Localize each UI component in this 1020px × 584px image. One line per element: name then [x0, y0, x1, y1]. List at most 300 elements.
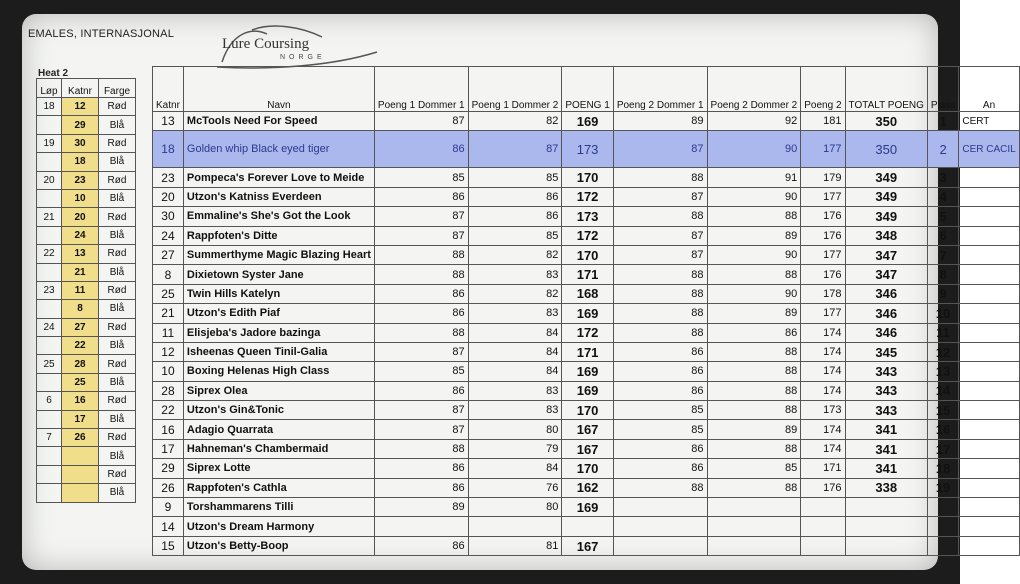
poeng1-dommer1-cell: 86 — [374, 536, 468, 555]
poeng2-dommer2-cell — [707, 498, 801, 517]
poeng1-cell: 170 — [562, 245, 613, 264]
poeng2-cell — [801, 498, 845, 517]
navn-cell: Utzon's Katniss Everdeen — [183, 187, 374, 206]
poeng2-dommer1-cell: 88 — [613, 284, 707, 303]
poeng2-dommer1-cell: 86 — [613, 381, 707, 400]
poeng2-dommer2-cell: 90 — [707, 187, 801, 206]
navn-cell: Twin Hills Katelyn — [183, 284, 374, 303]
poeng2-dommer2-cell: 88 — [707, 207, 801, 226]
katnr-cell: 22 — [153, 401, 184, 420]
plass-cell: 10 — [927, 304, 958, 323]
plass-cell: 1 — [927, 112, 958, 131]
poeng2-dommer2-cell: 90 — [707, 284, 801, 303]
poeng1-dommer2-cell: 81 — [468, 536, 562, 555]
poeng2-dommer1-cell: 89 — [613, 112, 707, 131]
poeng1-dommer1-cell: 87 — [374, 420, 468, 439]
katnr-cell: 20 — [62, 208, 99, 226]
poeng1-cell: 169 — [562, 112, 613, 131]
poeng1-dommer2-cell: 83 — [468, 381, 562, 400]
katnr-cell: 30 — [62, 134, 99, 152]
navn-cell: Rappfoten's Ditte — [183, 226, 374, 245]
table-row — [153, 304, 1020, 323]
katnr-cell: 16 — [153, 420, 184, 439]
navn-cell: Siprex Olea — [183, 381, 374, 400]
poeng1-cell — [562, 517, 613, 536]
poeng1-dommer1-cell: 86 — [374, 131, 468, 168]
table-row — [153, 536, 1020, 555]
poeng2-cell: 174 — [801, 420, 845, 439]
totalt-poeng-cell: 338 — [845, 478, 927, 497]
katnr-cell: 17 — [62, 410, 99, 428]
lop-cell — [37, 189, 62, 207]
poeng1-cell: 171 — [562, 265, 613, 284]
heat-row — [37, 373, 136, 391]
navn-cell: Torshammarens Tilli — [183, 498, 374, 517]
navn-cell: Summerthyme Magic Blazing Heart — [183, 245, 374, 264]
lop-cell — [37, 153, 62, 171]
logo-subtitle: NORGE — [280, 54, 326, 61]
totalt-poeng-header: TOTALT POENG — [845, 67, 927, 112]
poeng2-dommer1-cell: 86 — [613, 342, 707, 361]
plass-cell: 19 — [927, 478, 958, 497]
katnr-cell: 24 — [62, 226, 99, 244]
poeng1-dommer2-cell: 85 — [468, 168, 562, 187]
poeng1-dommer1-cell: 85 — [374, 168, 468, 187]
poeng1-cell: 170 — [562, 401, 613, 420]
poeng1-dommer2-cell: 79 — [468, 439, 562, 458]
logo-text: Lure Coursing — [222, 36, 310, 52]
katnr-cell: 14 — [153, 517, 184, 536]
table-row — [153, 420, 1020, 439]
poeng1-cell: 168 — [562, 284, 613, 303]
poeng2-cell: 174 — [801, 342, 845, 361]
farge-cell: Blå — [99, 226, 136, 244]
lop-cell: 21 — [37, 208, 62, 226]
poeng1-cell: 173 — [562, 131, 613, 168]
totalt-poeng-cell: 341 — [845, 420, 927, 439]
lop-cell: 24 — [37, 318, 62, 336]
poeng2-cell: 174 — [801, 323, 845, 342]
heat-row — [37, 318, 136, 336]
poeng1-dommer1-cell: 88 — [374, 439, 468, 458]
plass-cell — [927, 498, 958, 517]
anmerkning-cell — [959, 323, 1019, 342]
lop-cell: 19 — [37, 134, 62, 152]
poeng2-cell: 174 — [801, 439, 845, 458]
poeng1-cell: 172 — [562, 187, 613, 206]
katnr-cell: 10 — [62, 189, 99, 207]
poeng1-cell: 169 — [562, 304, 613, 323]
anmerkning-cell — [959, 362, 1019, 381]
poeng2-dommer1-cell — [613, 536, 707, 555]
poeng2-dommer1-cell: 88 — [613, 478, 707, 497]
plass-cell: 4 — [927, 187, 958, 206]
farge-cell: Rød — [99, 392, 136, 410]
lop-cell: 7 — [37, 429, 62, 447]
heat-row — [37, 281, 136, 299]
lop-cell — [37, 447, 62, 465]
plass-cell: 13 — [927, 362, 958, 381]
table-row — [153, 168, 1020, 187]
katnr-cell: 27 — [62, 318, 99, 336]
poeng2-dommer1-cell — [613, 498, 707, 517]
totalt-poeng-cell: 346 — [845, 323, 927, 342]
poeng1-dommer2-cell: 76 — [468, 478, 562, 497]
poeng1-cell: 170 — [562, 168, 613, 187]
poeng2-dommer2-cell: 90 — [707, 131, 801, 168]
poeng2-dommer2-cell: 90 — [707, 245, 801, 264]
anmerkning-cell — [959, 265, 1019, 284]
poeng2-cell: 181 — [801, 112, 845, 131]
plass-cell: 15 — [927, 401, 958, 420]
heat-row — [37, 392, 136, 410]
anmerkning-cell — [959, 498, 1019, 517]
plass-cell — [927, 517, 958, 536]
poeng1-dommer1-cell: 88 — [374, 323, 468, 342]
table-row — [153, 401, 1020, 420]
katnr-cell: 13 — [153, 112, 184, 131]
poeng1-dommer2-cell: 84 — [468, 362, 562, 381]
poeng1-cell: 167 — [562, 439, 613, 458]
anmerkning-cell — [959, 304, 1019, 323]
totalt-poeng-cell: 347 — [845, 245, 927, 264]
poeng1-dommer2-cell: 86 — [468, 207, 562, 226]
totalt-poeng-cell: 349 — [845, 207, 927, 226]
katnr-cell: 15 — [153, 536, 184, 555]
poeng2-cell: 176 — [801, 265, 845, 284]
poeng2-dommer1-cell: 85 — [613, 420, 707, 439]
poeng2-dommer1-header: Poeng 2 Dommer 1 — [613, 67, 707, 112]
table-row — [153, 381, 1020, 400]
poeng1-dommer2-cell: 83 — [468, 401, 562, 420]
katnr-cell: 9 — [153, 498, 184, 517]
table-row — [153, 207, 1020, 226]
poeng1-cell: 172 — [562, 323, 613, 342]
poeng2-dommer2-cell: 86 — [707, 323, 801, 342]
poeng2-cell: 177 — [801, 304, 845, 323]
poeng1-cell: 162 — [562, 478, 613, 497]
poeng1-cell: 172 — [562, 226, 613, 245]
lop-cell: 23 — [37, 281, 62, 299]
katnr-cell: 24 — [153, 226, 184, 245]
farge-cell: Blå — [99, 373, 136, 391]
poeng1-dommer2-header: Poeng 1 Dommer 2 — [468, 67, 562, 112]
navn-cell: Adagio Quarrata — [183, 420, 374, 439]
plass-cell: 7 — [927, 245, 958, 264]
poeng2-cell: 179 — [801, 168, 845, 187]
table-row — [153, 478, 1020, 497]
poeng2-cell: 176 — [801, 226, 845, 245]
lop-cell: 6 — [37, 392, 62, 410]
poeng2-dommer1-cell: 86 — [613, 362, 707, 381]
farge-cell: Rød — [99, 98, 136, 116]
poeng1-dommer2-cell — [468, 517, 562, 536]
totalt-poeng-cell: 343 — [845, 381, 927, 400]
poeng2-dommer2-cell: 89 — [707, 304, 801, 323]
katnr-cell: 25 — [62, 373, 99, 391]
heat-row — [37, 300, 136, 318]
navn-cell: Utzon's Gin&Tonic — [183, 401, 374, 420]
totalt-poeng-cell: 347 — [845, 265, 927, 284]
heat-row — [37, 484, 136, 502]
poeng1-dommer1-header: Poeng 1 Dommer 1 — [374, 67, 468, 112]
poeng2-dommer1-cell: 88 — [613, 265, 707, 284]
katnr-cell: 12 — [153, 342, 184, 361]
lop-cell — [37, 116, 62, 134]
poeng1-dommer2-cell: 82 — [468, 245, 562, 264]
totalt-poeng-cell: 349 — [845, 187, 927, 206]
poeng1-cell: 169 — [562, 498, 613, 517]
anmerkning-cell — [959, 381, 1019, 400]
table-row — [153, 323, 1020, 342]
poeng1-dommer1-cell: 88 — [374, 265, 468, 284]
table-row — [153, 498, 1020, 517]
katnr-cell: 28 — [153, 381, 184, 400]
navn-header: Navn — [183, 67, 374, 112]
plass-cell: 8 — [927, 265, 958, 284]
farge-cell: Blå — [99, 410, 136, 428]
lop-cell: 18 — [37, 98, 62, 116]
plass-cell: 18 — [927, 459, 958, 478]
poeng2-dommer1-cell: 87 — [613, 245, 707, 264]
katnr-cell: 11 — [153, 323, 184, 342]
totalt-poeng-cell — [845, 517, 927, 536]
heat-label: Heat 2 — [38, 68, 69, 79]
poeng1-dommer1-cell: 85 — [374, 362, 468, 381]
katnr-cell — [62, 447, 99, 465]
poeng2-dommer2-cell: 88 — [707, 478, 801, 497]
farge-cell: Blå — [99, 153, 136, 171]
katnr-cell: 26 — [62, 429, 99, 447]
plass-cell: 5 — [927, 207, 958, 226]
navn-cell: Dixietown Syster Jane — [183, 265, 374, 284]
poeng2-dommer1-cell — [613, 517, 707, 536]
results-table — [152, 66, 1020, 556]
totalt-poeng-cell: 350 — [845, 112, 927, 131]
table-row-highlighted — [153, 131, 1020, 168]
katnr-cell: 23 — [62, 171, 99, 189]
heat-row — [37, 410, 136, 428]
heat-row — [37, 189, 136, 207]
poeng1-dommer1-cell: 86 — [374, 478, 468, 497]
navn-cell: Boxing Helenas High Class — [183, 362, 374, 381]
katnr-cell: 16 — [62, 392, 99, 410]
anmerkning-cell — [959, 168, 1019, 187]
katnr-cell: 29 — [153, 459, 184, 478]
poeng2-cell: 177 — [801, 131, 845, 168]
navn-cell: McTools Need For Speed — [183, 112, 374, 131]
poeng1-dommer1-cell: 86 — [374, 459, 468, 478]
heat-row — [37, 153, 136, 171]
lop-cell — [37, 373, 62, 391]
katnr-cell: 29 — [62, 116, 99, 134]
poeng2-dommer2-cell: 88 — [707, 362, 801, 381]
poeng2-dommer2-cell: 89 — [707, 226, 801, 245]
katnr-cell: 20 — [153, 187, 184, 206]
heat-row — [37, 337, 136, 355]
anmerkning-cell — [959, 187, 1019, 206]
navn-cell: Emmaline's She's Got the Look — [183, 207, 374, 226]
plass-cell: 6 — [927, 226, 958, 245]
navn-cell: Isheenas Queen Tinil-Galia — [183, 342, 374, 361]
katnr-cell: 18 — [62, 153, 99, 171]
poeng2-dommer2-cell: 91 — [707, 168, 801, 187]
katnr-cell: 18 — [153, 131, 184, 168]
poeng1-dommer2-cell: 82 — [468, 112, 562, 131]
katnr-cell: 23 — [153, 168, 184, 187]
table-row — [153, 112, 1020, 131]
poeng2-dommer1-cell: 87 — [613, 131, 707, 168]
poeng2-cell — [801, 517, 845, 536]
plass-cell: 17 — [927, 439, 958, 458]
navn-cell: Rappfoten's Cathla — [183, 478, 374, 497]
navn-cell: Pompeca's Forever Love to Meide — [183, 168, 374, 187]
katnr-header: Katnr — [153, 67, 184, 112]
anmerkning-cell — [959, 342, 1019, 361]
lop-cell — [37, 263, 62, 281]
heat-row — [37, 355, 136, 373]
farge-cell: Rød — [99, 318, 136, 336]
farge-cell: Blå — [99, 300, 136, 318]
totalt-poeng-cell: 349 — [845, 168, 927, 187]
farge-cell: Rød — [99, 281, 136, 299]
poeng1-dommer1-cell: 87 — [374, 401, 468, 420]
farge-cell: Rød — [99, 465, 136, 483]
poeng2-cell: 177 — [801, 245, 845, 264]
katnr-cell: 21 — [153, 304, 184, 323]
navn-cell: Hahneman's Chambermaid — [183, 439, 374, 458]
lop-cell — [37, 465, 62, 483]
table-row — [153, 459, 1020, 478]
plass-cell: 16 — [927, 420, 958, 439]
lop-cell: 22 — [37, 245, 62, 263]
poeng2-cell: 174 — [801, 381, 845, 400]
poeng2-cell: 176 — [801, 207, 845, 226]
katnr-cell — [62, 484, 99, 502]
lop-cell: 25 — [37, 355, 62, 373]
totalt-poeng-cell: 346 — [845, 304, 927, 323]
anmerkning-cell — [959, 478, 1019, 497]
heat-row — [37, 263, 136, 281]
poeng2-dommer2-cell: 88 — [707, 381, 801, 400]
totalt-poeng-cell: 348 — [845, 226, 927, 245]
katnr-cell: 25 — [153, 284, 184, 303]
poeng2-header: Poeng 2 — [801, 67, 845, 112]
poeng1-dommer1-cell: 86 — [374, 284, 468, 303]
plass-header: Plass — [927, 67, 958, 112]
navn-cell: Utzon's Dream Harmony — [183, 517, 374, 536]
poeng1-dommer2-cell: 80 — [468, 420, 562, 439]
poeng2-dommer2-cell: 85 — [707, 459, 801, 478]
katnr-cell: 28 — [62, 355, 99, 373]
lop-cell — [37, 226, 62, 244]
heat-row — [37, 226, 136, 244]
poeng1-dommer1-cell: 87 — [374, 342, 468, 361]
katnr-cell: 21 — [62, 263, 99, 281]
poeng1-dommer2-cell: 83 — [468, 304, 562, 323]
poeng1-dommer2-cell: 84 — [468, 342, 562, 361]
navn-cell: Siprex Lotte — [183, 459, 374, 478]
plass-cell: 3 — [927, 168, 958, 187]
poeng2-dommer2-cell: 88 — [707, 401, 801, 420]
table-row — [153, 245, 1020, 264]
poeng2-dommer2-cell — [707, 536, 801, 555]
katnr-cell: 26 — [153, 478, 184, 497]
farge-cell: Rød — [99, 429, 136, 447]
anmerkning-cell — [959, 207, 1019, 226]
totalt-poeng-cell: 350 — [845, 131, 927, 168]
heat-row — [37, 429, 136, 447]
poeng1-cell: 171 — [562, 342, 613, 361]
heat-row — [37, 447, 136, 465]
poeng1-cell: 173 — [562, 207, 613, 226]
table-row — [153, 517, 1020, 536]
farge-cell: Blå — [99, 189, 136, 207]
navn-cell: Golden whip Black eyed tiger — [183, 131, 374, 168]
katnr-cell: 22 — [62, 337, 99, 355]
anmerkning-cell — [959, 284, 1019, 303]
poeng1-dommer1-cell: 86 — [374, 381, 468, 400]
katnr-cell: 12 — [62, 98, 99, 116]
anmerkning-cell — [959, 401, 1019, 420]
totalt-poeng-cell: 346 — [845, 284, 927, 303]
anmerkning-cell — [959, 517, 1019, 536]
totalt-poeng-cell: 345 — [845, 342, 927, 361]
poeng2-dommer1-cell: 88 — [613, 168, 707, 187]
poeng1-cell: 169 — [562, 381, 613, 400]
poeng1-header: POENG 1 — [562, 67, 613, 112]
poeng2-dommer1-cell: 86 — [613, 459, 707, 478]
poeng1-dommer1-cell: 87 — [374, 207, 468, 226]
katnr-cell: 8 — [153, 265, 184, 284]
poeng2-dommer2-cell: 88 — [707, 265, 801, 284]
poeng2-dommer1-cell: 88 — [613, 304, 707, 323]
totalt-poeng-cell: 343 — [845, 401, 927, 420]
poeng1-dommer2-cell: 87 — [468, 131, 562, 168]
heat-row — [37, 98, 136, 116]
heat-row — [37, 245, 136, 263]
poeng2-dommer2-cell: 88 — [707, 342, 801, 361]
poeng2-dommer1-cell: 88 — [613, 207, 707, 226]
poeng2-cell: 176 — [801, 478, 845, 497]
poeng1-cell: 170 — [562, 459, 613, 478]
heat-row — [37, 208, 136, 226]
lop-cell: 20 — [37, 171, 62, 189]
farge-cell: Blå — [99, 337, 136, 355]
anmerkning-cell — [959, 459, 1019, 478]
totalt-poeng-cell — [845, 498, 927, 517]
poeng1-dommer2-cell: 86 — [468, 187, 562, 206]
anmerkning-cell — [959, 439, 1019, 458]
totalt-poeng-cell — [845, 536, 927, 555]
lop-cell — [37, 337, 62, 355]
results-sheet — [22, 14, 1016, 570]
poeng1-dommer2-cell: 84 — [468, 459, 562, 478]
heat-row — [37, 465, 136, 483]
navn-cell: Elisjeba's Jadore bazinga — [183, 323, 374, 342]
table-row — [153, 226, 1020, 245]
poeng2-cell: 173 — [801, 401, 845, 420]
poeng2-dommer2-cell — [707, 517, 801, 536]
katnr-cell: 27 — [153, 245, 184, 264]
farge-cell: Rød — [99, 171, 136, 189]
poeng1-cell: 169 — [562, 362, 613, 381]
plass-cell — [927, 536, 958, 555]
anmerkning-cell: CERT — [959, 112, 1019, 131]
poeng1-dommer1-cell: 87 — [374, 226, 468, 245]
table-row — [153, 439, 1020, 458]
farge-header: Farge — [99, 79, 136, 98]
